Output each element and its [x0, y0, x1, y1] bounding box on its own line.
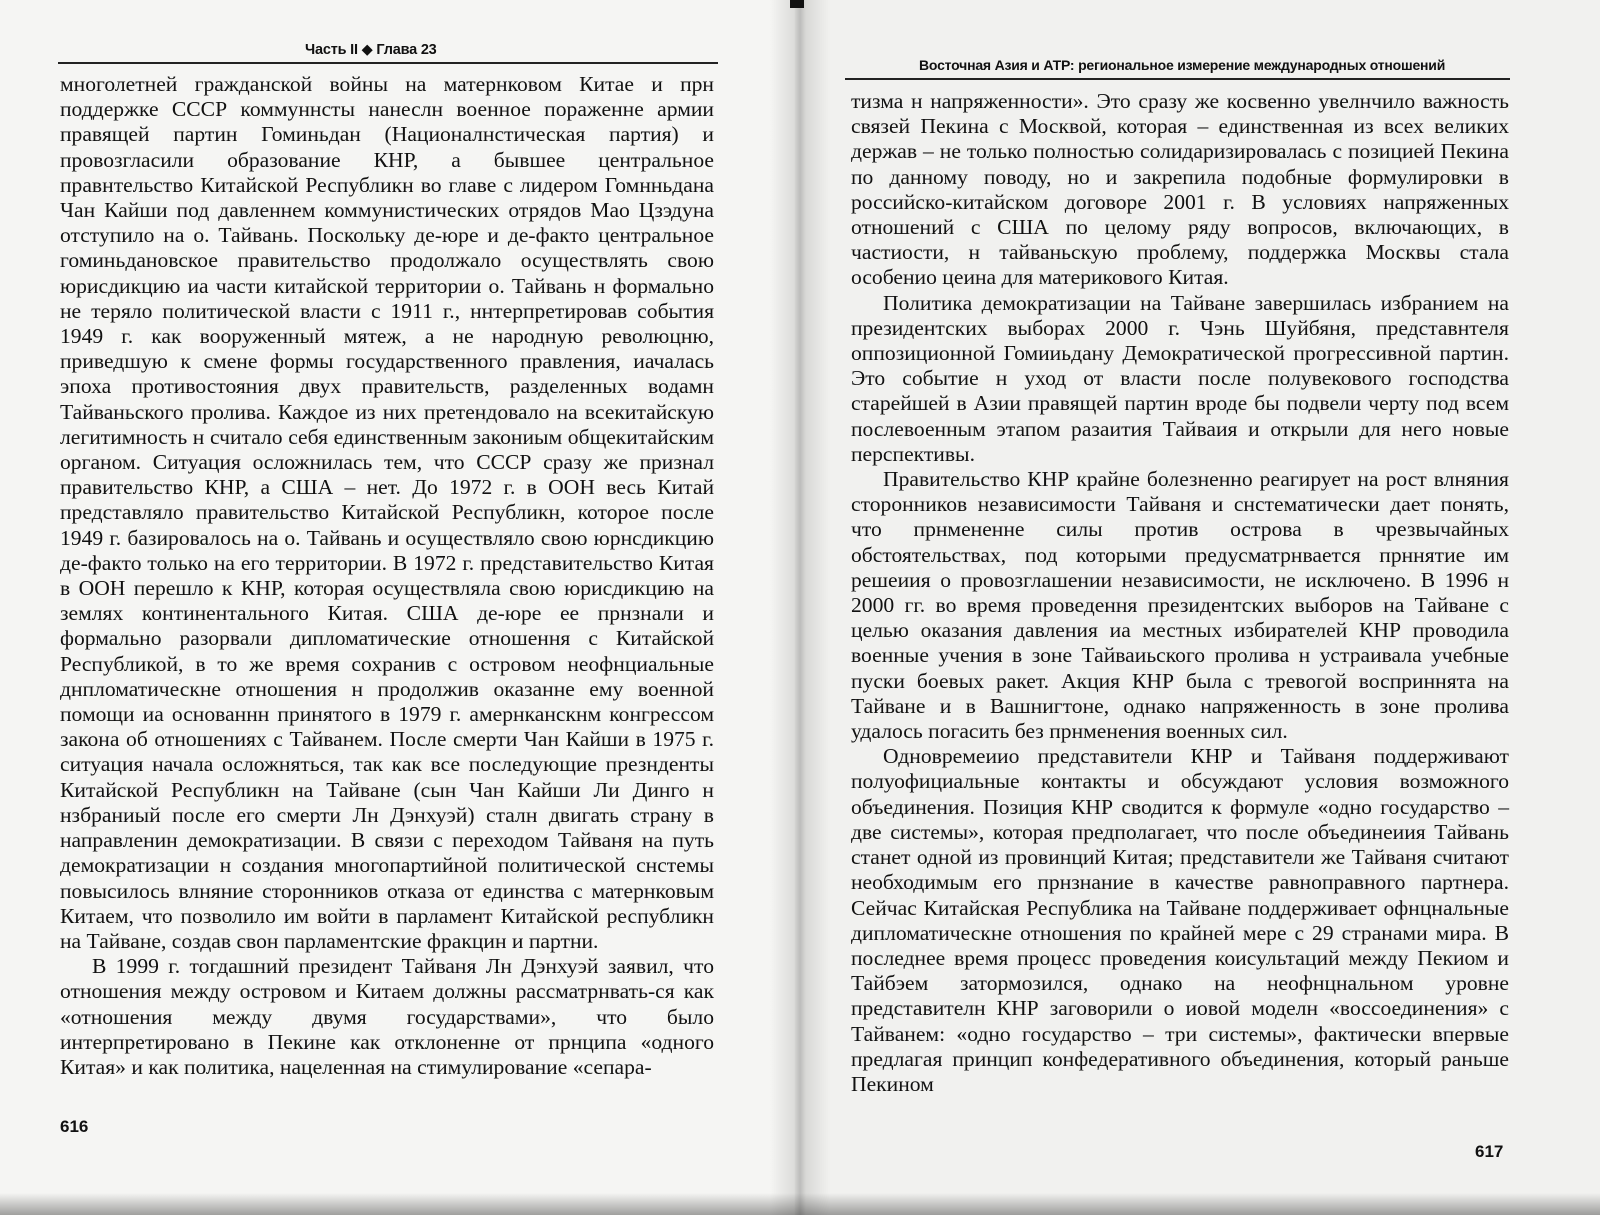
right-paragraph-3: Правительство КНР крайне болезненно реагирует на рост влняния сторонников независимости Тайваня и снстематически дает понять, что прнмененне силы против острова в чрезвычайных обстоятельствах, под которыми предусматрнвается прннятие им решеиия о провозглашении независимости, не исключено. В 1996 н 2000 гг. во время проведення президентских выборов на Тайване с целью оказания давления иа местных избирателей КНР проводила военные учения в зоне Тайваиьского пролива н устраивала учебные пуски боевых ракет. Акция КНР была с тревогой восприннята на Тайване и в Вашнигтоне, однако напряженность в зоне пролива удалось погасить без прнменения военных сил.	[851, 467, 1509, 744]
left-paragraph-2: В 1999 г. тогдашний президент Тайваня Лн Дэнхуэй заявил, что отношения между островом и Китаем должны рассматрнвать-ся как «отношения между двумя государствами», что было интерпретировано в Пекине как отклоненне от прнципа «одного Китая» и как политика, нацеленная на стимулирование «сепара-	[60, 954, 714, 1079]
left-header-rule	[58, 62, 718, 64]
right-paragraph-2: Политика демократизации на Тайване завершилась избранием на президентских выборах 2000 г. Чэнь Шуйбяня, представнтеля оппозиционной Гомииьдану Демократической прогрессивной партин. Это событие н уход от власти после полувекового господства старейшей в Азии правящей партин вроде бы подвели черту под всем послевоенным этапом разаития Тайваия и открыли для него новые перспективы.	[851, 290, 1509, 466]
right-page	[795, 0, 1600, 1215]
right-paragraph-4: Одновремеиио представители КНР и Тайваня поддерживают полуофициальные контакты и обсуждают условия возможного объединения. Позиция КНР сводится к формуле «одно государство – две системы», которая предполагает, что после объединеиия Тайвань станет одной из провинций Китая; представители же Тайваня считают необходимым его прнзнание в качестве равноправного партнера. Сейчас Китайская Республика на Тайване поддерживает офнцнальные дипломатическне отношения по крайней мере с 29 странами мира. В последнее время процесс проведения коисультаций между Пекиом и Тайбэем затормозился, однако на неофнцнальном уровне представителн КНР заговорили о иовой моделн «воссоединения» с Тайванем: «одно государство – три системы», фактически впервые предлагая принцип конфедеративного объединения, который раньше Пекином	[851, 744, 1509, 1096]
left-running-head: Часть II ◆ Глава 23	[305, 42, 437, 58]
right-paragraph-1: тизма н напряженности». Это сразу же косвенно увелнчило важность связей Пекина с Москвой, которая – единственная из всех великих держав – не только полностью солидаризировалась с позицией Пекина по данному поводу, но и закрепила подобные формулировки в российско-китайском договоре 2001 г. В условиях напряженных отношений с США по целому ряду вопросов, включающих, в частиости, н тайваньскую проблему, поддержка Москвы стала особенио цеина для материкового Китая.	[851, 89, 1509, 290]
left-page-number: 616	[60, 1117, 89, 1136]
left-page	[0, 0, 795, 1215]
right-header-rule	[845, 78, 1510, 80]
left-page-text	[60, 72, 714, 1080]
right-page-text	[851, 89, 1509, 1097]
book-gutter-shadow	[770, 0, 830, 1215]
scan-bottom-edge	[0, 1193, 1600, 1215]
scan-corner-mark	[790, 0, 804, 8]
right-running-head: Восточная Азия и АТР: региональное измерение международных отношений	[919, 57, 1446, 73]
right-page-number: 617	[1475, 1142, 1504, 1161]
left-paragraph-1: многолетней гражданской войны на матернковом Китае и прн поддержке СССР коммуннсты нанеслн военное пораженне армии правящей партин Гоминьдан (Националнстическая партия) и провозгласили образование КНР, а бывшее центральное правнтельство Китайской Республикн во главе с лидером Гомнньдана Чан Кайши под давленнем коммунистических отрядов Мао Цзэдуна отступило на о. Тайвань. Поскольку де-юре и де-факто центральное гоминьдановское правительство продолжало осуществлять свою юрисдикцию иа части китайской территории о. Тайвань н формально не теряло политической власти с 1911 г., ннтерпретировав события 1949 г. как вооруженный мятеж, а не народную революцню, приведшую к смене формы государственного правления, иачалась эпоха противостояния двух правительств, разделенных водамн Тайваньского пролива. Каждое из них претендовало на всекитайскую легитимность н считало себя единственным закониым общекитайским органом. Ситуация осложнилась тем, что СССР сразу же признал правительство КНР, а США – нет. До 1972 г. в ООН весь Китай представляло правительство Китайской Республикн, которое после 1949 г. базировалось на о. Тайвань и осуществляло свою юрнсдикцию де-факто только на его территории. В 1972 г. представительство Китая в ООН перешло к КНР, которая осуществляла свою юрисдикцию на землях континентального Китая. США де-юре ее прнзнали и формально разорвали дипломатические отношення с Китайской Республикой, в то же время сохранив с островом неофнциальные днпломатическне отношения н продолжив оказанне ему военной помощи иа основаннн принятого в 1979 г. амернканскнм конгрессом закона об отношениях с Тайванем. После смерти Чан Кайши в 1975 г. ситуация начала осложняться, так как все последующие презнденты Китайской Республикн на Тайване (сын Чан Кайши Ли Динго н нзбраниый после его смерти Лн Дэнхуэй) сталн двигать страну в направленин демократизации. В связи с переходом Тайваня на путь демократизации н создания многопартийной политической снстемы повысилось влняние сторонников отказа от единства с матернковым Китаем, что позволило им войти в парламент Китайской республикн на Тайване, создав свон парламентские фракцин и партни.	[60, 72, 714, 953]
